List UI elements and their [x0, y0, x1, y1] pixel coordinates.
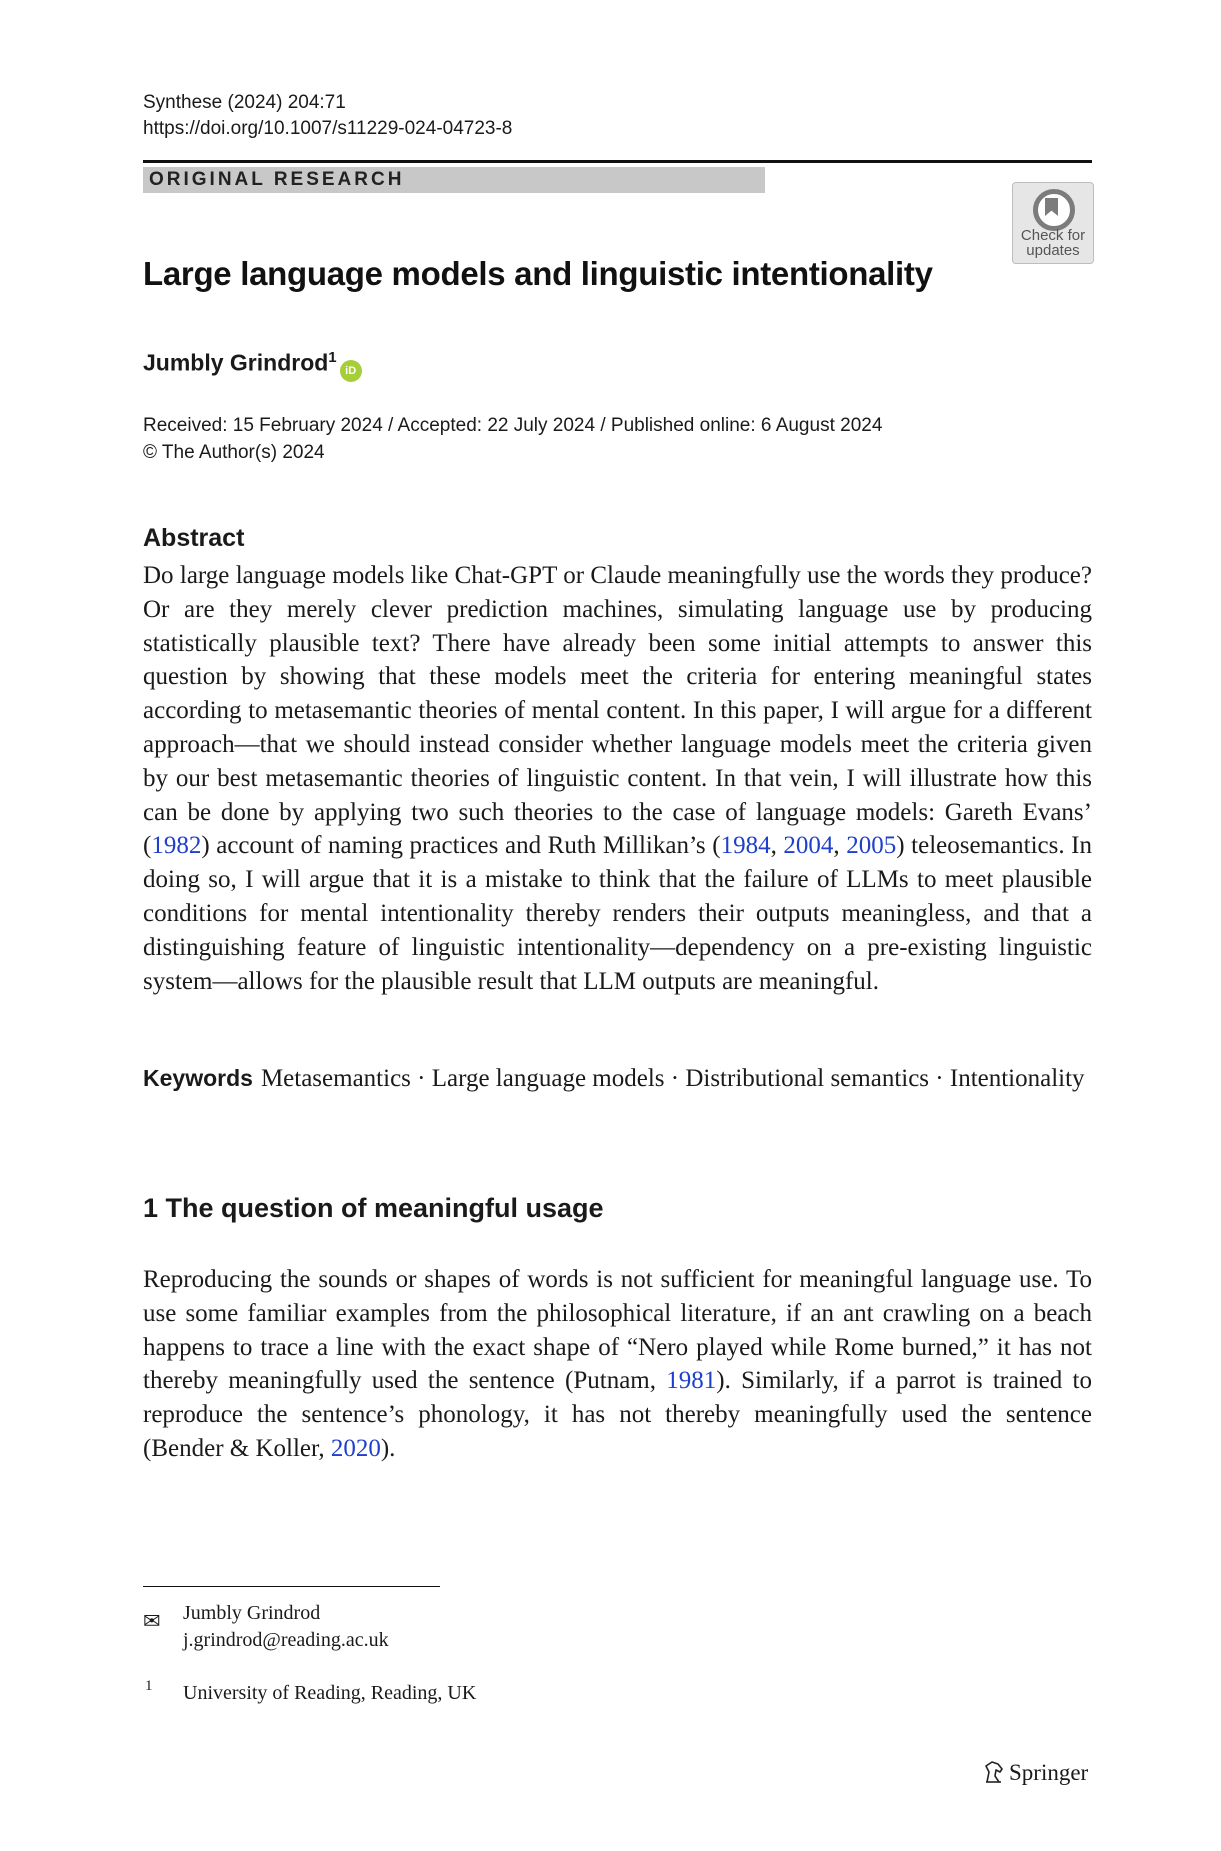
check-for-updates-badge[interactable]: [1012, 182, 1094, 264]
affiliation-text: University of Reading, Reading, UK: [183, 1682, 477, 1704]
body-paragraph: Reproducing the sounds or shapes of words is not sufficient for meaningful language use. To use some familiar examples from the philosophical literature, if an ant crawling on a beach happens to trace a line with the exact shape of “Nero played while Rome burned,” it has not thereby meaningfully used the sentence (Putnam, 1981). Similarly, if a parrot is trained to reproduce the sentence’s phonology, it has not thereby meaningfully used the sentence (Bender & Koller, 2020).: [143, 1266, 1092, 1462]
citation-link[interactable]: 1982: [151, 832, 202, 860]
citation-link[interactable]: 1984: [720, 832, 771, 860]
affiliation-number: 1: [145, 1678, 153, 1694]
orcid-icon[interactable]: iD: [340, 360, 362, 382]
crossmark-icon: [1033, 189, 1075, 231]
author-line: [143, 343, 362, 382]
citation-link[interactable]: 2020: [330, 1434, 381, 1462]
publisher-name: Springer: [1009, 1760, 1089, 1785]
publisher-logo: [983, 1758, 1088, 1788]
crossmark-label: Check for updates: [1020, 227, 1086, 259]
contact-name: Jumbly Grindrod: [183, 1602, 321, 1624]
history-dates: Received: 15 February 2024 / Accepted: 22 July 2024 / Published online: 6 August 2024: [143, 415, 883, 436]
citation-link[interactable]: 2005: [846, 832, 897, 860]
corresponding-author: [183, 1600, 389, 1654]
article-title: Large language models and linguistic intentionality: [143, 255, 933, 292]
doi-link[interactable]: https://doi.org/10.1007/s11229-024-04723-8: [143, 118, 513, 139]
section-label-bar: [143, 167, 765, 193]
section-heading: 1 The question of meaningful usage: [143, 1193, 604, 1223]
section-label: ORIGINAL RESEARCH: [149, 169, 405, 190]
abstract-text: Do large language models like Chat-GPT or Claude meaningfully use the words they produce? Or are they merely clever prediction machines, simulating language use by producing statistically plausible text? There have already been some initial attempts to answer this question by showing that these models meet the criteria for entering meaningful states according to metasemantic theories of mental content. In this paper, I will argue for a different approach—that we should instead consider whether language models meet the criteria given by our best metasemantic theories of linguistic content. In that vein, I will illustrate how this can be done by applying two such theories to the case of language models: Gareth Evans’ (1982) account of naming practices and Ruth Millikan’s (1984, 2004, 2005) teleosemantics. In doing so, I will argue that it is a mistake to think that the failure of LLMs to meet plausible conditions for mental intentionality thereby renders their outputs meaningless, and that a distinguishing feature of linguistic intentionality—dependency on a pre-existing linguistic system—allows for the plausible result that LLM outputs are meaningful.: [143, 562, 1093, 995]
abstract-heading: Abstract: [143, 524, 245, 552]
contact-email[interactable]: j.grindrod@reading.ac.uk: [183, 1629, 389, 1651]
publication-dates: [143, 412, 882, 466]
journal-line: Synthese (2024) 204:71: [143, 92, 346, 113]
envelope-icon: ✉: [143, 1609, 161, 1633]
footnote-rule: [143, 1586, 440, 1587]
copyright-line: © The Author(s) 2024: [143, 442, 325, 463]
keywords-list: Metasemantics · Large language models · Distributional semantics · Intentionality: [260, 1065, 1085, 1092]
citation-link[interactable]: 2004: [783, 832, 834, 860]
keywords-label: Keywords: [143, 1065, 253, 1091]
header-rule: [143, 160, 1092, 163]
author-name[interactable]: Jumbly Grindrod: [143, 349, 329, 376]
keywords: [143, 1061, 1092, 1096]
citation-link[interactable]: 1981: [666, 1367, 717, 1395]
journal-info: [143, 90, 512, 142]
springer-horse-icon: [983, 1760, 1005, 1784]
author-affiliation-marker: 1: [328, 349, 337, 366]
